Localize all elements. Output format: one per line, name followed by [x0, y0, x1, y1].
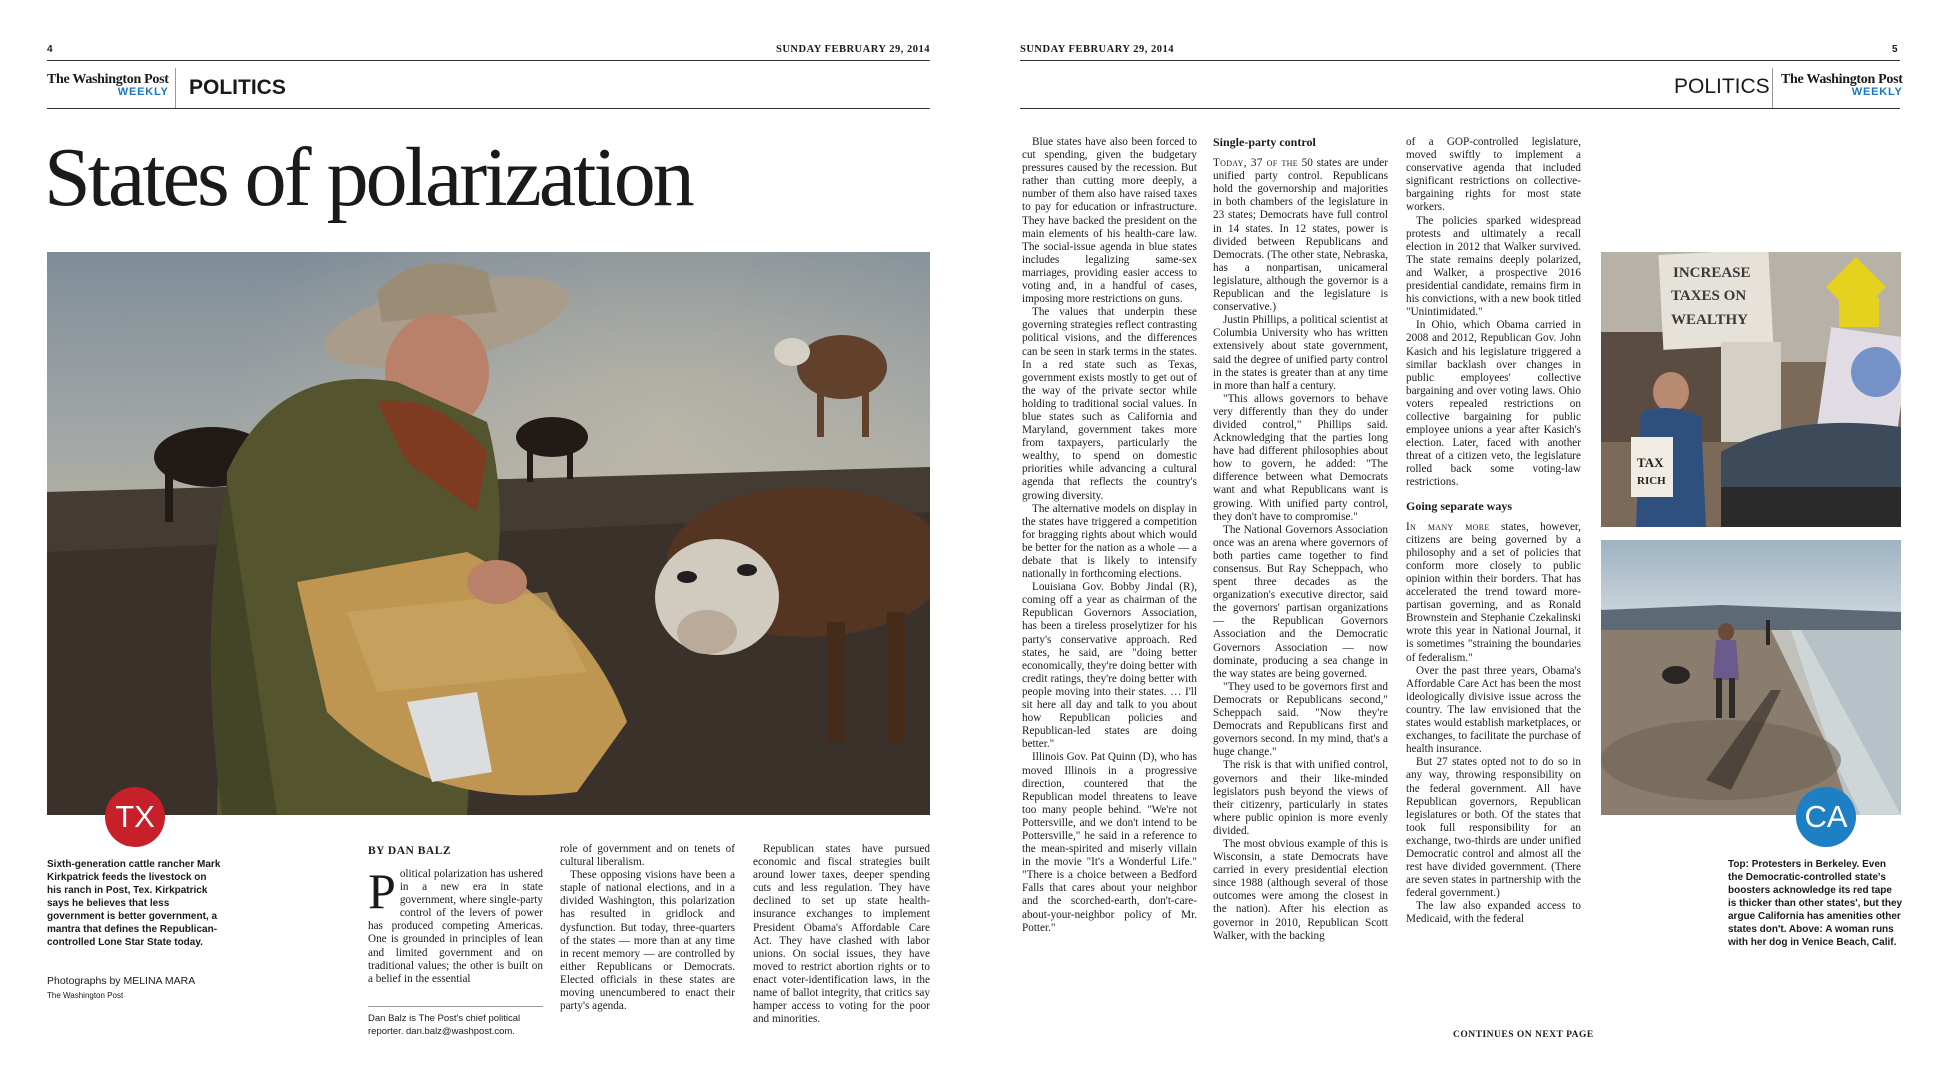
dateline-right: SUNDAY FEBRUARY 29, 2014	[1020, 44, 1174, 55]
col5-para: Justin Phillips, a political scientist at Columbia University who has written extensively about state government, said the degree of unified party control in the states is greater than at any time in more than half a century.	[1213, 314, 1388, 392]
logo-weekly: WEEKLY	[1851, 86, 1903, 98]
top-rule-left	[47, 60, 930, 61]
col4-para: The values that underpin these governing strategies reflect contrasting political visions, and the differences can be seen in stark terms in the states. In a red state such as Texas, government exists mostly to get out of the way of the private sector while holding to traditional social values. In blue states such as California and Maryland, government takes more from taxpayers, particularly the wealthy, to spend on domestic priorities while advancing a cultural agenda that reflects the country's growing diversity.	[1022, 306, 1197, 502]
svg-text:INCREASE: INCREASE	[1673, 265, 1751, 281]
article-col-1	[368, 868, 543, 1003]
col5-para: "This allows governors to behave very differently than they do under divided control," Phillips said. Acknowledging that the parties long have had different philosophies about how to govern, he added: "The difference between what Democrats want and what Republicans want is growing. With unified party control, they don't have to compromise."	[1213, 392, 1388, 523]
state-badge-tx: TX	[105, 787, 165, 847]
col6-para: of a GOP-controlled legislature, moved swiftly to implement a conservative agenda that included significant restrictions on collective-bargaining rights for most state workers.	[1406, 136, 1581, 214]
logo-name: The Washington Post	[47, 72, 169, 87]
photo-credit: Photographs by MELINA MARA	[47, 975, 196, 987]
svg-text:TAXES ON: TAXES ON	[1671, 288, 1747, 304]
bio-rule	[368, 1006, 543, 1007]
svg-text:TAX: TAX	[1637, 455, 1664, 470]
top-rule-right	[1020, 60, 1900, 61]
wapo-logo-right	[1781, 73, 1903, 99]
svg-text:WEALTHY: WEALTHY	[1671, 312, 1748, 328]
subhead-single-party: Single-party control	[1213, 136, 1316, 149]
col1-para: olitical polarization has ushered in a new era in state government, where single-party control of the levers of power has produced competing Americas. One is grounded in principles of lean and limited government and on traditional values; the other is built on a belief in the essential	[368, 868, 543, 985]
headline: States of polarization	[44, 131, 692, 224]
wapo-logo-left	[47, 73, 169, 99]
masthead-divider-left	[175, 68, 176, 108]
col2-para-2: These opposing visions have been a staple of national elections, and in a divided Washington, this polarization has resulted in gridlock and dysfunction. But today, three-quarters of the states — more than at any time in recent memory — are controlled by either Republicans or Democrats. Elected officials in these states are moving unencumbered to enact their party's agenda.	[560, 869, 735, 1013]
col2-para-1: role of government and on tenets of cultural liberalism.	[560, 843, 735, 869]
rancher-illustration	[47, 252, 930, 815]
lead-in: In many more	[1406, 520, 1490, 533]
col4-para: The alternative models on display in the states have triggered a competition for bragging rights about which would be better for the nation as a whole — a debate that is likely to intensify nationally in forthcoming elections.	[1022, 502, 1197, 581]
section-label-left: POLITICS	[189, 76, 286, 99]
col3-para-1: Republican states have pursued economic and fiscal strategies built around lower taxes, deeper spending cuts and less regulation. They have declined to set up state health-insurance exchanges to implement President Obama's Affordable Care Act. They have clashed with labor unions. On social issues, they have moved to restrict abortion rights or to enact voter-identification laws, in the name of ballot integrity, that critics say hamper access to voting for the poor and minorities.	[753, 843, 930, 1026]
col4-para: Louisiana Gov. Bobby Jindal (R), coming off a year as chairman of the Republican Governors Association, has been a tireless proselytizer for his party's conservative approach. Red states, he said, are "doing better economically, they're doing better with credit ratings, they're doing better with people moving into their states. … I'll sit here all day and talk to you about how Republican policies and Republican-led states are doing better."	[1022, 581, 1197, 751]
photo-protesters	[1601, 252, 1901, 527]
col5-para: The most obvious example of this is Wisconsin, a state Democrats have carried in every presidential election since 1988 (although several of those outcomes were among the closest in the nation). After his election as governor in 2010, Republican Scott Walker, with the backing	[1213, 837, 1388, 942]
masthead-rule-left	[47, 108, 930, 109]
col5-para: "They used to be governors first and Democrats or Republicans second," Scheppach said. "Now they're Democrats and Republicans first and governors second. In my mind, that's a huge change."	[1213, 680, 1388, 759]
col4-para: Illinois Gov. Pat Quinn (D), who has moved Illinois in a progressive direction, countered that the Republican model threatens to leave too many people behind. "We're not Pottersville, and we don't intend to be Pottersville," he said in a reference to the mean-spirited and miserly villain in the movie "It's a Wonderful Life." "There is a choice between a Bedford Falls that cares about your neighbor and the scorched-earth, don't-care-about-your-neighbor policy of Mr. Potter."	[1022, 751, 1197, 934]
col6-para: But 27 states opted not to do so in any way, throwing responsibility on the federal government. All have Republican governors, Republican legislatures or both. Of the states that took full responsibility for an exchange, two-thirds are under unified Democratic control and almost all the rest have divided government. (There are seven states in partnership with the federal government.)	[1406, 756, 1581, 900]
beach-illustration	[1601, 540, 1901, 815]
col6-para: In Ohio, which Obama carried in 2008 and 2012, Republican Gov. John Kasich and his legislature triggered a similar backlash over changes in public employees' collective bargaining and over voting laws. Ohio voters repealed restrictions on collective bargaining for public employee unions a year after Kasich's election. Later, faced with another threat of a citizen veto, the legislature rolled back some voting-law restrictions.	[1406, 319, 1581, 489]
lead-in: Today, 37 of the	[1213, 157, 1298, 170]
col5-para: The National Governors Association once was an arena where governors of both parties came together to find consensus. But Ray Scheppach, who spent three decades as the organization's executive director, said the governors' partisan organizations — the Republican Governors Association and the Democratic Governors Association — now dominate, producing a sea change in the way states are being governed.	[1213, 523, 1388, 680]
state-badge-ca: CA	[1796, 787, 1856, 847]
folio-right: 5	[1892, 44, 1898, 55]
col6-para: The law also expanded access to Medicaid, with the federal	[1406, 900, 1581, 926]
subhead-separate-ways: Going separate ways	[1406, 498, 1512, 513]
article-col-6	[1406, 136, 1581, 1026]
author-bio: Dan Balz is The Post's chief political reporter. dan.balz@washpost.com.	[368, 1013, 521, 1037]
col6-para: The policies sparked widespread protests and ultimately a recall election in 2012 that Walker survived. The state remains deeply polarized, and Walker, a prospective 2016 presidential candidate, remains firm in his convictions, with a new book titled "Unintimidated."	[1406, 214, 1581, 319]
continues-next-page: CONTINUES ON NEXT PAGE	[1453, 1030, 1594, 1040]
drop-cap: P	[368, 868, 396, 919]
section-label-right: POLITICS	[1674, 75, 1770, 98]
logo-weekly: WEEKLY	[117, 86, 169, 98]
folio-left: 4	[47, 44, 53, 55]
protesters-illustration	[1601, 252, 1901, 527]
col5-para: 50 states are under unified party control. Republicans hold the governorship and majorities in both chambers of the legislature in 23 states; Democrats have full control in 14 states. In 12 states, power is divided between Republicans and Democrats. (The other state, Nebraska, has a nonpartisan, unicameral legislature, although the governor is a Republican and the legislature is conservative.)	[1213, 157, 1388, 314]
article-col-4	[1022, 136, 1197, 1041]
col5-para: The risk is that with unified control, governors and their like-minded legislators push beyond the views of their citizenry, particularly in states where public opinion is more evenly divided.	[1213, 759, 1388, 837]
article-col-3	[753, 843, 930, 1043]
article-col-2	[560, 843, 735, 1043]
article-col-5	[1213, 136, 1388, 1041]
col6-para: Over the past three years, Obama's Affordable Care Act has been the most ideologically divisive issue across the country. The law envisioned that the states would establish marketplaces, or exchanges, to facilitate the purchase of health insurance.	[1406, 664, 1581, 756]
svg-text:RICH: RICH	[1637, 475, 1666, 487]
logo-name: The Washington Post	[1781, 72, 1903, 87]
photo-credit-org: The Washington Post	[47, 991, 124, 1000]
photo-venice-beach	[1601, 540, 1901, 815]
photo-caption-right: Top: Protesters in Berkeley. Even the Democratic-controlled state's boosters acknowledge its red tape is thicker than other states', but they argue California has amenities other states don't. Above: A woman runs with her dog in Venice Beach, Calif.	[1728, 859, 1903, 948]
photo-caption-left: Sixth-generation cattle rancher Mark Kirkpatrick feeds the livestock on his ranch in Post, Tex. Kirkpatrick says he believes that less government is better government, a mantra that defines the Republican-controlled Lone Star State today.	[47, 859, 221, 948]
masthead-rule-right	[1020, 108, 1900, 109]
masthead-divider-right	[1772, 68, 1773, 108]
col4-para: Blue states have also been forced to cut spending, given the budgetary pressures caused by the recession. But rather than cutting more deeply, a number of them also have raised taxes to pay for education or infrastructure. They have backed the president on the main elements of his health-care law. The social-issue agenda in blue states includes legalizing same-sex marriages, providing easier access to voting and, in a handful of cases, imposing more restrictions on guns.	[1022, 136, 1197, 306]
byline: BY DAN BALZ	[368, 845, 452, 857]
col6-para: states, however, citizens are being governed by a philosophy and a set of policies that conform more closely to public opinion within their borders. That has accelerated the trend toward more-partisan governing, and as Ronald Brownstein and Stephanie Czekalinski wrote this year in National Journal, it is sometimes "straining the boundaries of federalism."	[1406, 520, 1581, 664]
dateline-left: SUNDAY FEBRUARY 29, 2014	[776, 44, 930, 55]
main-photo-rancher	[47, 252, 930, 815]
